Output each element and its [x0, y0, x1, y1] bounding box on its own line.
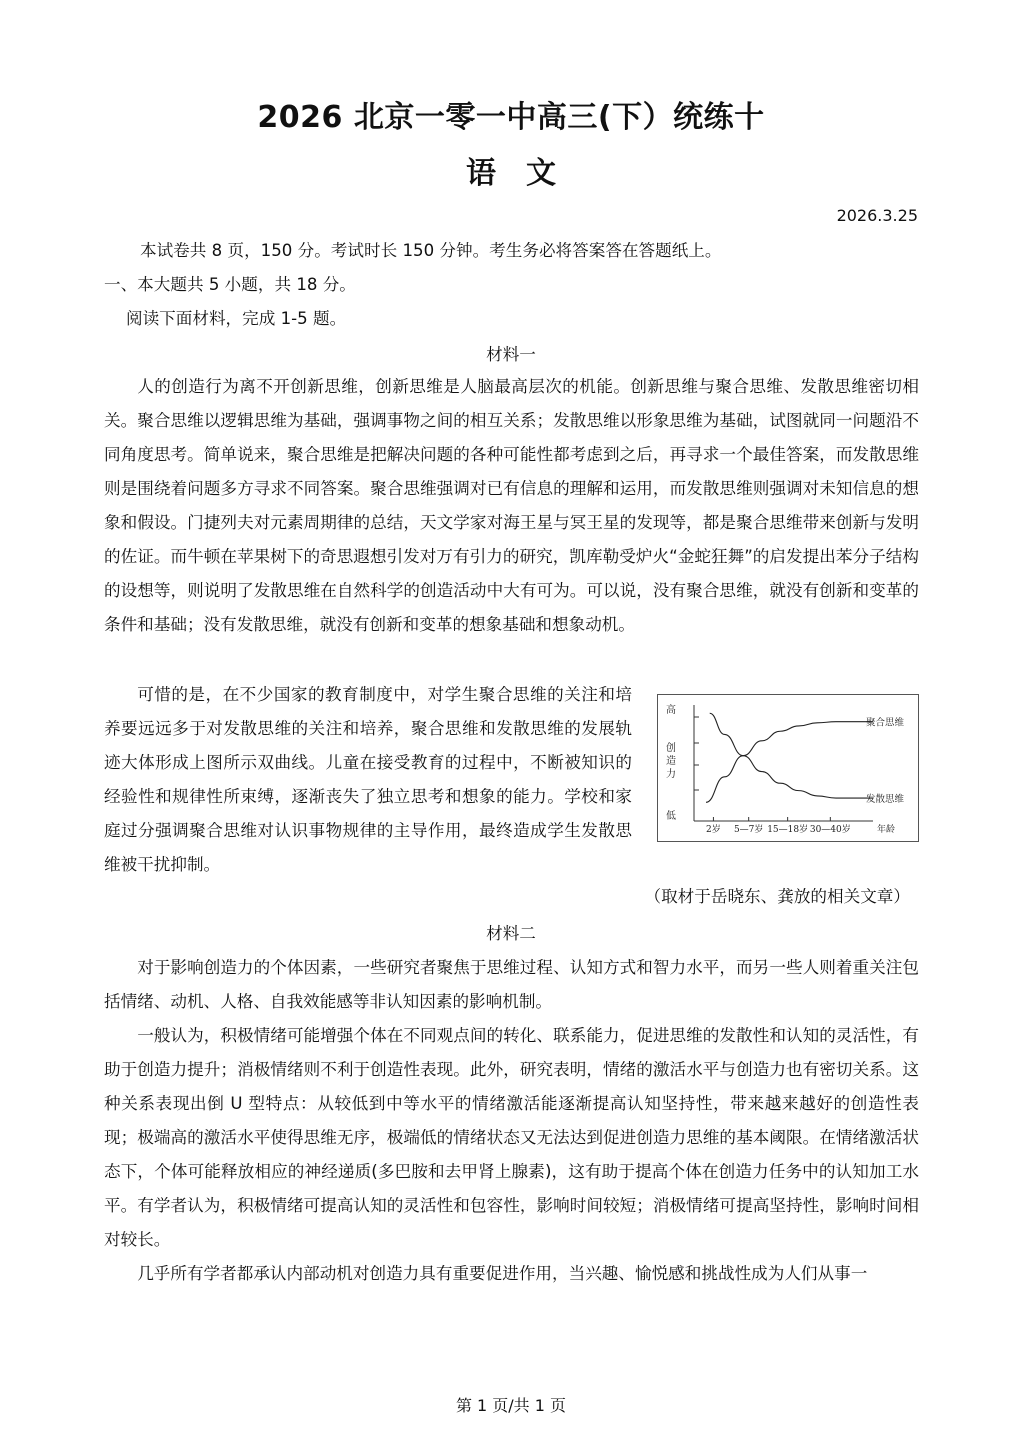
exam-title: 2026 北京一零一中高三(下）统练十	[257, 100, 765, 135]
section-prompt: 阅读下面材料，完成 1-5 题。	[126, 309, 347, 328]
subject-title: 语文	[466, 156, 586, 191]
material1-paragraph-2: 可惜的是，在不少国家的教育制度中，对学生聚合思维的关注和培养要远远多于对发散思维的关注和培养，聚合思维和发散思维的发展轨迹大体形成上图所示双曲线。儿童在接受教育的过程中，不断被知识的经验性和规律性所束缚，逐渐丧失了独立思考和想象的能力。学校和家庭过分强调聚合思维对认识事物规律的主导作用，最终造成学生发散思维被干扰抑制。	[104, 685, 632, 874]
chart-labels	[666, 703, 905, 835]
chart-lines	[706, 713, 873, 802]
material2-paragraph-3: 几乎所有学者都承认内部动机对创造力具有重要促进作用，当兴趣、愉悦感和挑战性成为人们从事一	[137, 1264, 868, 1283]
series-label-2: 发散思维	[866, 794, 905, 806]
section-heading: 一、本大题共 5 小题，共 18 分。	[104, 275, 356, 294]
material2-title: 材料二	[486, 924, 536, 943]
y-axis-label-char: 造	[666, 756, 676, 767]
material1-title: 材料一	[486, 345, 536, 364]
chart-canvas	[658, 695, 918, 841]
material2-paragraph-1: 对于影响创造力的个体因素，一些研究者聚焦于思维过程、认知方式和智力水平，而另一些人则着重关注包括情绪、动机、人格、自我效能感等非认知因素的影响机制。	[104, 958, 919, 1011]
material1-source: （取材于岳晓东、龚放的相关文章）	[644, 887, 910, 906]
x-tick-label: 30—40岁	[809, 825, 851, 835]
y-axis-label-char: 创	[666, 743, 676, 754]
series-line-1	[706, 722, 873, 803]
y-high-label: 高	[666, 705, 676, 716]
exam-date: 2026.3.25	[836, 206, 918, 225]
x-axis-label: 年龄	[876, 825, 896, 835]
material1-paragraph-1: 人的创造行为离不开创新思维，创新思维是人脑最高层次的机能。创新思维与聚合思维、发散思维密切相关。聚合思维以逻辑思维为基础，强调事物之间的相互关系；发散思维以形象思维为基础，试图就同一问题沿不同角度思考。简单说来，聚合思维是把解决问题的各种可能性都考虑到之后，再寻求一个最佳答案，而发散思维则是围绕着问题多方寻求不同答案。聚合思维强调对已有信息的理解和运用，而发散思维则强调对未知信息的想象和假设。门捷列夫对元素周期律的总结，天文学家对海王星与冥王星的发现等，都是聚合思维带来创新与发明的佐证。而牛顿在苹果树下的奇思遐想引发对万有引力的研究，凯库勒受炉火“金蛇狂舞”的启发提出苯分子结构的设想等，则说明了发散思维在自然科学的创造活动中大有可为。可以说，没有聚合思维，就没有创新和变革的条件和基础；没有发散思维，就没有创新和变革的想象基础和想象动机。	[104, 377, 919, 634]
page-footer: 第 1 页/共 1 页	[455, 1396, 567, 1415]
series-line-2	[710, 713, 873, 798]
y-axis-label-char: 力	[666, 769, 676, 780]
series-label-1: 聚合思维	[866, 717, 905, 729]
chart-axes	[694, 705, 873, 821]
instructions: 本试卷共 8 页，150 分。考试时长 150 分钟。考生务必将答案答在答题纸上。	[140, 241, 722, 260]
y-low-label: 低	[666, 811, 676, 822]
material2-paragraph-2: 一般认为，积极情绪可能增强个体在不同观点间的转化、联系能力，促进思维的发散性和认知的灵活性，有助于创造力提升；消极情绪则不利于创造性表现。此外，研究表明，情绪的激活水平与创造力也有密切关系。这种关系表现出倒 U 型特点：从较低到中等水平的情绪激活能逐渐提高认知坚持性，带来越来越好的创造性表现；极端高的激活水平使得思维无序，极端低的情绪状态又无法达到促进创造力思维的基本阈限。在情绪激活状态下，个体可能释放相应的神经递质(多巴胺和去甲肾上腺素)，这有助于提高个体在创造力任务中的认知加工水平。有学者认为，积极情绪可提高认知的灵活性和包容性，影响时间较短；消极情绪可提高坚持性，影响时间相对较长。	[104, 1026, 919, 1249]
x-tick-label: 2岁	[706, 825, 721, 835]
x-tick-label: 5—7岁	[733, 825, 764, 835]
thinking-development-chart	[657, 694, 919, 842]
x-tick-label: 15—18岁	[767, 825, 809, 835]
